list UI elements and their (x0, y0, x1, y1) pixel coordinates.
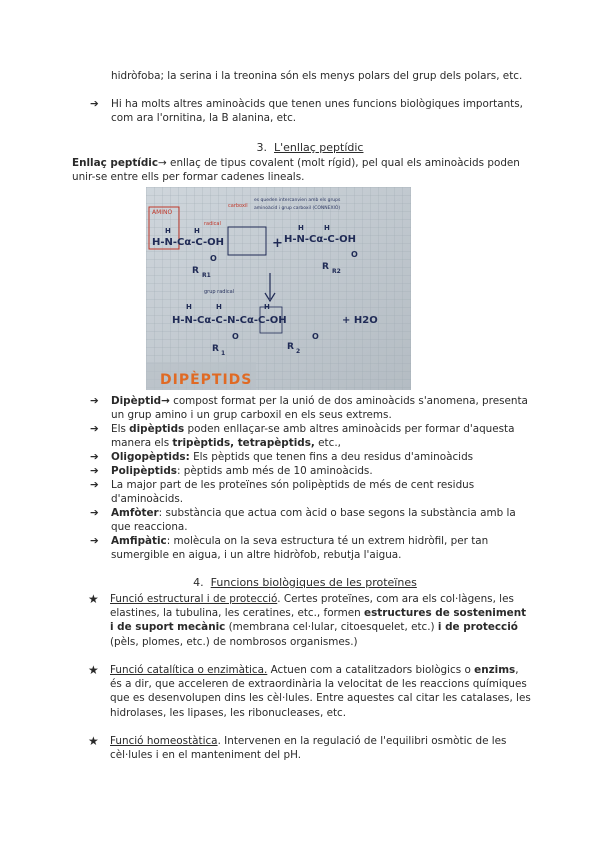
arrow-bullet-icon: ➔ (90, 451, 99, 463)
star-bullet-icon: ★ (88, 734, 99, 748)
arrow-bullet-icon: ➔ (90, 507, 99, 519)
bullet-text: Els pèptids que tenen fins a deu residus d'aminoàcids (189, 451, 474, 463)
svg-text:H-N-Cα-C-OH: H-N-Cα-C-OH (284, 234, 356, 245)
note-1: es queden intercanvien amb els grups (254, 198, 341, 203)
function-structural (110, 592, 533, 649)
bullet-text: : pèptids amb més de 10 aminoàcids. (176, 465, 373, 477)
definition-text: enllaç de tipus covalent (molt rígid), pel qual els aminoàcids poden unir-se entre ells per formar cadenes lineals. (72, 157, 520, 184)
bullet-dipeptid (111, 394, 535, 422)
svg-text:H: H (324, 224, 330, 232)
function-title: Funció estructural i de protecció (110, 593, 278, 605)
bullet-text: compost format per la unió de dos aminoàcids s'anomena, presenta un grup amino i un grup carboxil en els seus extrems. (111, 395, 528, 422)
bullet-term: Polipèptids (111, 465, 177, 477)
svg-text:R: R (322, 262, 329, 272)
definition-term: Enllaç peptídic (72, 157, 159, 169)
svg-text:H-N-Cα-C-N-Cα-C-OH: H-N-Cα-C-N-Cα-C-OH (172, 315, 287, 326)
bullet-text: etc., (314, 437, 341, 450)
function-term: estructures de sosteniment i de suport mecànic (110, 607, 527, 634)
bullet-term: dipèptids (129, 423, 185, 435)
svg-text:1: 1 (221, 350, 226, 357)
svg-text:O: O (210, 254, 217, 263)
function-text: . Certes proteïnes, com ara els col·làgens, les elastines, la tubulina, les ceratines, etc., formen (110, 593, 514, 620)
function-term: i de protecció (437, 621, 518, 634)
function-text: , és a dir, que acceleren de extraordinària la velocitat de les reaccions químiques que es desenvolupen dins les cèl·lules. Entre aquestes cal citar les catalases, les hidrolases, les lipases, les ribonucleases, etc. (110, 664, 531, 719)
arrow-bullet-icon: ➔ (90, 98, 99, 110)
svg-text:H: H (298, 224, 304, 232)
arrow-bullet-icon: ➔ (90, 465, 99, 477)
list-item (88, 734, 533, 762)
function-text: Actuen com a catalitzadors biològics o (267, 664, 475, 676)
svg-text:O: O (312, 332, 319, 341)
svg-text:+: + (272, 236, 283, 251)
bullet-oligopeptids (111, 450, 535, 464)
section-3-title: L'enllaç peptídic (274, 141, 364, 154)
arrow-bullet-icon: ➔ (90, 423, 99, 435)
svg-text:H: H (194, 227, 200, 235)
function-homeostatic (110, 734, 533, 762)
svg-text:2: 2 (296, 348, 301, 355)
svg-text:H: H (264, 303, 270, 311)
amino-label: AMINO (152, 209, 173, 216)
list-item (90, 394, 535, 422)
function-text: (membrana cel·lular, citoesquelet, etc.) (225, 621, 438, 634)
svg-text:R: R (287, 342, 294, 352)
list-item (90, 534, 535, 562)
arrow-bullet-icon: ➔ (90, 479, 99, 491)
list-item (90, 422, 535, 450)
svg-text:O: O (351, 250, 358, 259)
bullet-term: Oligopèptids: (111, 451, 190, 463)
function-title: Funció catalítica o enzimàtica. (110, 664, 268, 676)
list-item (90, 450, 535, 464)
bullet-dipeptids (111, 422, 535, 450)
bullet-text: : molècula on la seva estructura té un extrem hidròfil, per tan sumergible en aigua, i un altre hidròfob, rebutja l'aigua. (111, 535, 489, 562)
r2-label: R2 (332, 268, 341, 275)
star-bullet-icon: ★ (88, 663, 99, 677)
list-item (90, 478, 535, 506)
radical-label: radical (204, 221, 221, 227)
definition-arrow: → (158, 157, 167, 169)
list-item (88, 592, 533, 649)
svg-text:O: O (232, 332, 239, 341)
section-4-number: 4. (193, 576, 204, 589)
svg-text:H: H (165, 227, 171, 235)
bullet-amfipatic (111, 534, 535, 562)
bullet-text: La major part de les proteïnes són polipèptids de més de cent residus d'aminoàcids. (111, 479, 475, 506)
grup-radical-label: grup radical (204, 289, 235, 295)
svg-text:H: H (186, 303, 192, 311)
bullet-text: : substància que actua com àcid o base segons la substància amb la que reacciona. (111, 507, 516, 534)
list-item (90, 506, 535, 534)
dipeptids-label: DIPÈPTIDS (160, 372, 253, 388)
intro-bullet-text: Hi ha molts altres aminoàcids que tenen unes funcions biològiques importants, com ara l'ornitina, la B alanina, etc. (111, 98, 523, 125)
bullet-term: Amfòter (111, 507, 159, 519)
intro-bullet (90, 97, 535, 125)
arrow-bullet-icon: ➔ (90, 535, 99, 547)
star-bullet-icon: ★ (88, 592, 99, 606)
carboxil-label: carboxil (228, 203, 248, 209)
bullet-term: Amfipàtic (111, 535, 167, 547)
function-catalytic (110, 663, 533, 720)
bullet-majority (111, 478, 535, 506)
section-4-heading (165, 576, 445, 589)
list-item (88, 663, 533, 720)
function-text: . Intervenen en la regulació de l'equilibri osmòtic de les cèl·lules i en el manteniment del pH. (110, 735, 507, 762)
svg-text:R: R (212, 344, 219, 354)
function-title: Funció homeostàtica (110, 735, 218, 747)
section-3-heading (240, 141, 380, 154)
note-2: aminoàcid i grup carboxil (CONNEXIÓ) (254, 206, 341, 211)
bullet-text: poden enllaçar-se amb altres aminoàcids per formar d'aquesta manera els (111, 423, 515, 450)
list-item (90, 464, 535, 478)
bullet-amfoter (111, 506, 535, 534)
svg-text:R: R (192, 266, 199, 276)
section-4-title: Funcions biològiques de les proteïnes (210, 576, 417, 589)
bullet-term: Dipèptid→ (111, 395, 170, 407)
section-3-number: 3. (256, 141, 267, 154)
bullet-text: Els (111, 423, 130, 435)
bullet-term: tripèptids, tetrapèptids, (172, 437, 315, 450)
bullet-polipeptids (111, 464, 535, 478)
intro-continuation: hidròfoba; la serina i la treonina són els menys polars del grup dels polars, etc. (111, 70, 523, 82)
function-text: (pèls, plomes, etc.) de nombrosos organismes.) (110, 635, 358, 648)
arrow-bullet-icon: ➔ (90, 395, 99, 407)
peptide-bond-definition (72, 156, 542, 184)
water-label: + H2O (342, 315, 378, 326)
function-term: enzims (474, 664, 516, 676)
r1-label: R1 (202, 272, 211, 279)
svg-text:H-N-Cα-C-OH: H-N-Cα-C-OH (152, 237, 224, 248)
svg-text:H: H (216, 303, 222, 311)
dipeptide-diagram-image (146, 187, 411, 390)
